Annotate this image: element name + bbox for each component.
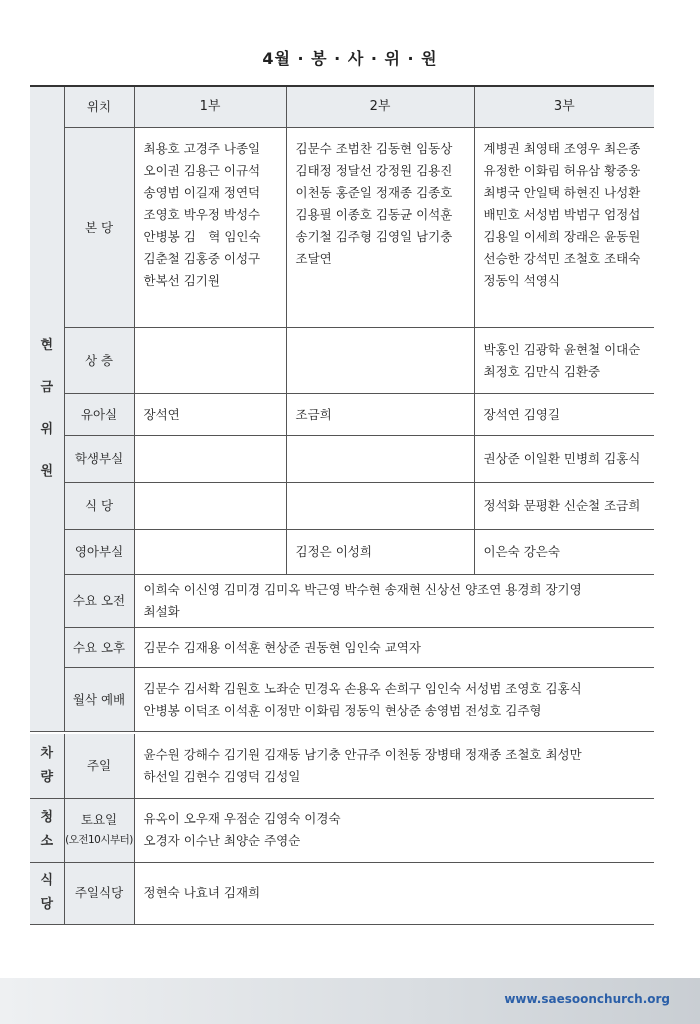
name-line: 오경자 이수난 최양순 주영순 [143,833,301,848]
cell-service-1 [134,530,286,575]
name-line: 안병봉 김 혁 임인숙 [143,229,261,244]
names-list [144,678,649,722]
name-line: 윤수원 강해수 김기원 김재동 남기충 안규주 이천동 장병태 정재종 조철호 최성만 [143,746,582,762]
names-list [144,744,649,788]
row-label [64,798,134,862]
volunteer-table-lower [30,734,654,925]
row-label: 상 층 [64,328,134,394]
cell-service-2 [286,436,474,483]
name-line: 안병봉 이덕조 이석훈 이정만 이화림 정동익 현상준 송영범 전성호 김주형 [143,702,542,718]
name-line: 정동익 석영식 [483,273,560,288]
cell-names [134,862,654,924]
group-label-offering [30,86,64,732]
name-line: 최설화 [143,604,180,619]
name-line: 조달연 [295,251,332,266]
cell-service-2 [286,128,474,328]
cell-names [134,628,654,668]
header-service-1: 1부 [134,86,286,128]
table-row [30,575,654,628]
name-line: 송기철 김주형 김영일 남기충 [295,229,453,244]
names-list [144,637,649,659]
name-line: 김춘철 김홍중 이성구 [143,251,261,266]
table-row [30,328,654,394]
cell-names [134,668,654,732]
cell-service-3: 권상준 이일환 민병희 김홍식 [474,436,654,483]
header-service-3: 3부 [474,86,654,128]
header-service-2: 2부 [286,86,474,128]
name-line: 이희숙 이신영 김미경 김미옥 박근영 박수현 송재현 신상선 양조연 용경희 장기영 [143,582,582,597]
name-line: 김태정 정달선 강정원 김용진 [295,163,453,178]
table-row [30,798,654,862]
cell-service-1: 장석연 [134,394,286,436]
table-row [30,862,654,924]
name-line: 하선일 김현수 김영덕 김성일 [143,768,301,784]
group-label-vehicle: 차 량 [30,734,64,798]
volunteer-table [30,85,654,732]
name-line: 유정한 이화림 허유삼 황중웅 [483,163,641,178]
row-label: 본 당 [64,128,134,328]
row-label-sub: (오전10시부터) [65,834,133,846]
name-line: 배민호 서성범 박범구 엄정섭 [483,207,641,222]
table-row [30,436,654,483]
name-line: 계병권 최영태 조영우 최은종 [483,141,641,156]
row-label: 식 당 [64,483,134,530]
names-list [144,808,649,852]
row-label: 영아부실 [64,530,134,575]
name-line: 송영범 이길재 정연덕 [143,185,261,200]
cell-service-1 [134,436,286,483]
cell-service-3: 이은숙 강은숙 [474,530,654,575]
group-label-dining: 식 당 [30,862,64,924]
table-row [30,734,654,798]
cell-service-1 [134,328,286,394]
cell-service-3 [474,328,654,394]
name-line: 오이권 김용근 이규석 [143,163,261,178]
header-row [30,86,654,128]
cell-names [134,798,654,862]
row-label: 월삭 예배 [64,668,134,732]
cell-service-2 [286,483,474,530]
cell-service-2: 김정은 이성희 [286,530,474,575]
names-list [144,128,280,302]
header-position: 위치 [64,86,134,128]
table-row [30,628,654,668]
name-line: 조영호 박우정 박성수 [143,207,261,222]
table-row [30,394,654,436]
names-list [144,882,649,904]
page-title: 4월 · 봉 · 사 · 위 · 원 [262,49,438,68]
table-row [30,668,654,732]
cell-names [134,575,654,628]
table-row [30,128,654,328]
name-line: 정현숙 나효녀 김재희 [143,885,261,900]
name-line: 최병국 안일택 하현진 나성환 [483,185,641,200]
cell-service-2 [286,328,474,394]
cell-service-1 [134,483,286,530]
name-line: 김문수 김재용 이석훈 현상준 권동현 임인숙 교역자 [143,639,421,655]
cell-service-3: 정석화 문평환 신순철 조금희 [474,483,654,530]
name-line: 김용일 이세희 장래은 윤동원 [483,229,641,244]
row-label: 수요 오전 [64,575,134,628]
name-line: 박홍인 김광학 윤현철 이대순 [483,341,641,357]
row-label: 학생부실 [64,436,134,483]
names-list [484,339,649,383]
group-text: 현 금 위 원 [40,338,54,479]
names-list [296,128,468,280]
footer-bar [0,978,700,1024]
cell-service-1 [134,128,286,328]
website-link[interactable]: www.saesoonchurch.org [504,992,670,1006]
row-label-main: 토요일 [80,812,118,827]
name-line: 유옥이 오우재 우점순 김영숙 이경숙 [143,811,341,826]
cell-names [134,734,654,798]
row-label: 주일식당 [64,862,134,924]
table-row [30,530,654,575]
table-row [30,483,654,530]
row-label: 유아실 [64,394,134,436]
cell-service-3 [474,128,654,328]
name-line: 김용필 이종호 김동균 이석훈 [295,207,453,222]
names-list [484,128,649,302]
row-label: 수요 오후 [64,628,134,668]
group-label-cleaning: 청 소 [30,798,64,862]
cell-service-3: 장석연 김영길 [474,394,654,436]
name-line: 최정호 김만식 김환중 [483,363,601,379]
name-line: 최용호 고경주 나종일 [143,141,261,156]
row-label: 주일 [64,734,134,798]
name-line: 김문수 조범찬 김동현 임동상 [295,141,453,156]
name-line: 선승한 강석민 조철호 조태숙 [483,251,641,266]
name-line: 김문수 김서확 김원호 노좌순 민경옥 손용옥 손희구 임인숙 서성범 조영호 김홍식 [143,680,582,696]
names-list [144,579,649,623]
name-line: 한복선 김기원 [143,273,220,288]
cell-service-2: 조금희 [286,394,474,436]
name-line: 이천동 홍준일 정재종 김종호 [295,185,453,200]
